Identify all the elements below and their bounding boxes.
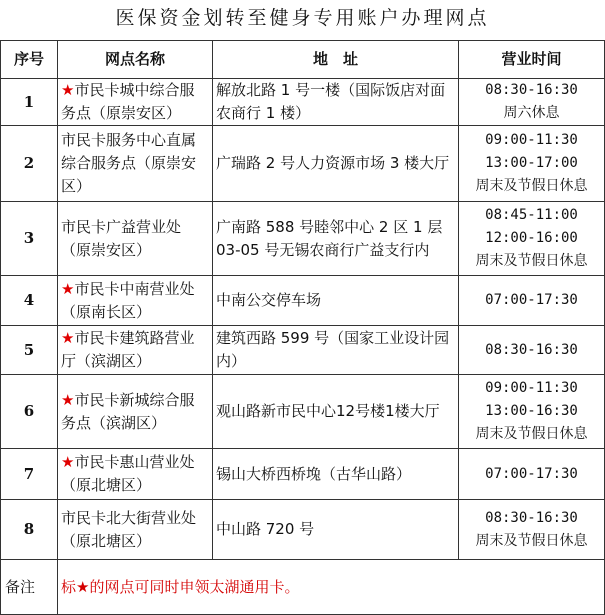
table-header-row (1, 41, 605, 79)
business-hours (459, 375, 605, 449)
point-name (58, 79, 213, 126)
hours-line: 周六休息 (503, 105, 560, 121)
header-hours: 营业时间 (459, 41, 605, 79)
business-hours (459, 202, 605, 276)
business-hours (459, 126, 605, 202)
note-text: 标★的网点可同时申领太湖通用卡。 (58, 560, 605, 615)
row-number: 4 (1, 276, 58, 326)
star-icon: ★ (61, 279, 75, 298)
address: 中山路 720 号 (213, 500, 459, 560)
header-address: 地 址 (213, 41, 459, 79)
table-row (1, 126, 605, 202)
star-icon: ★ (61, 329, 75, 347)
point-name-text: 市民卡城中综合服务点（原崇安区） (61, 81, 195, 122)
hours-line: 周末及节假日休息 (475, 178, 588, 194)
service-points-table (0, 40, 605, 615)
star-icon: ★ (61, 390, 75, 409)
table-row (1, 276, 605, 326)
hours-line: 08:30-16:30 (485, 82, 578, 98)
hours-line: 周末及节假日休息 (475, 532, 588, 549)
hours-line: 09:00-11:30 (485, 380, 578, 396)
point-name (58, 202, 213, 276)
star-icon: ★ (61, 81, 75, 99)
table-row (1, 326, 605, 375)
hours-line: 周末及节假日休息 (475, 426, 588, 442)
header-name: 网点名称 (58, 41, 213, 79)
star-icon: ★ (61, 453, 75, 471)
business-hours (459, 276, 605, 326)
point-name-text: 市民卡中南营业处（原南长区） (61, 279, 195, 321)
row-number: 8 (1, 500, 58, 560)
note-label: 备注 (1, 560, 58, 615)
business-hours (459, 500, 605, 560)
table-row (1, 449, 605, 500)
business-hours (459, 449, 605, 500)
address: 广瑞路 2 号人力资源市场 3 楼大厅 (213, 126, 459, 202)
table-row (1, 500, 605, 560)
row-number: 5 (1, 326, 58, 375)
row-number: 7 (1, 449, 58, 500)
hours-line: 07:00-17:30 (485, 292, 578, 308)
point-name-text: 市民卡服务中心直属综合服务点（原崇安区） (61, 131, 197, 195)
point-name (58, 449, 213, 500)
point-name (58, 276, 213, 326)
hours-line: 13:00-17:00 (485, 155, 578, 171)
point-name (58, 126, 213, 202)
address: 广南路 588 号睦邻中心 2 区 1 层 03-05 号无锡农商行广益支行内 (213, 202, 459, 276)
table-row (1, 202, 605, 276)
business-hours (459, 326, 605, 375)
point-name-text: 市民卡北大街营业处（原北塘区） (61, 508, 197, 550)
point-name-text: 市民卡广益营业处（原崇安区） (61, 217, 182, 259)
hours-line: 09:00-11:30 (485, 132, 578, 148)
table-row (1, 375, 605, 449)
hours-line: 07:00-17:30 (485, 465, 578, 482)
address: 中南公交停车场 (213, 276, 459, 326)
point-name-text: 市民卡新城综合服务点（滨湖区） (61, 390, 195, 432)
hours-line: 周末及节假日休息 (475, 253, 588, 269)
address: 锡山大桥西桥堍（古华山路） (213, 449, 459, 500)
page-title: 医保资金划转至健身专用账户办理网点 (115, 7, 490, 29)
row-number: 2 (1, 126, 58, 202)
point-name-text: 市民卡建筑路营业厅（滨湖区） (61, 329, 195, 370)
hours-line: 08:30-16:30 (485, 509, 578, 526)
business-hours (459, 79, 605, 126)
table-row (1, 79, 605, 126)
hours-line: 12:00-16:00 (485, 230, 578, 246)
address: 建筑西路 599 号（国家工业设计园内） (213, 326, 459, 375)
row-number: 6 (1, 375, 58, 449)
address: 解放北路 1 号一楼（国际饭店对面农商行 1 楼） (213, 79, 459, 126)
row-number: 1 (1, 79, 58, 126)
note-row (1, 560, 605, 615)
point-name-text: 市民卡惠山营业处（原北塘区） (61, 453, 195, 494)
hours-line: 08:45-11:00 (485, 207, 578, 223)
hours-line: 13:00-16:30 (485, 403, 578, 419)
address: 观山路新市民中心12号楼1楼大厅 (213, 375, 459, 449)
point-name (58, 375, 213, 449)
header-number: 序号 (1, 41, 58, 79)
point-name (58, 500, 213, 560)
hours-line: 08:30-16:30 (485, 341, 578, 358)
row-number: 3 (1, 202, 58, 276)
point-name (58, 326, 213, 375)
